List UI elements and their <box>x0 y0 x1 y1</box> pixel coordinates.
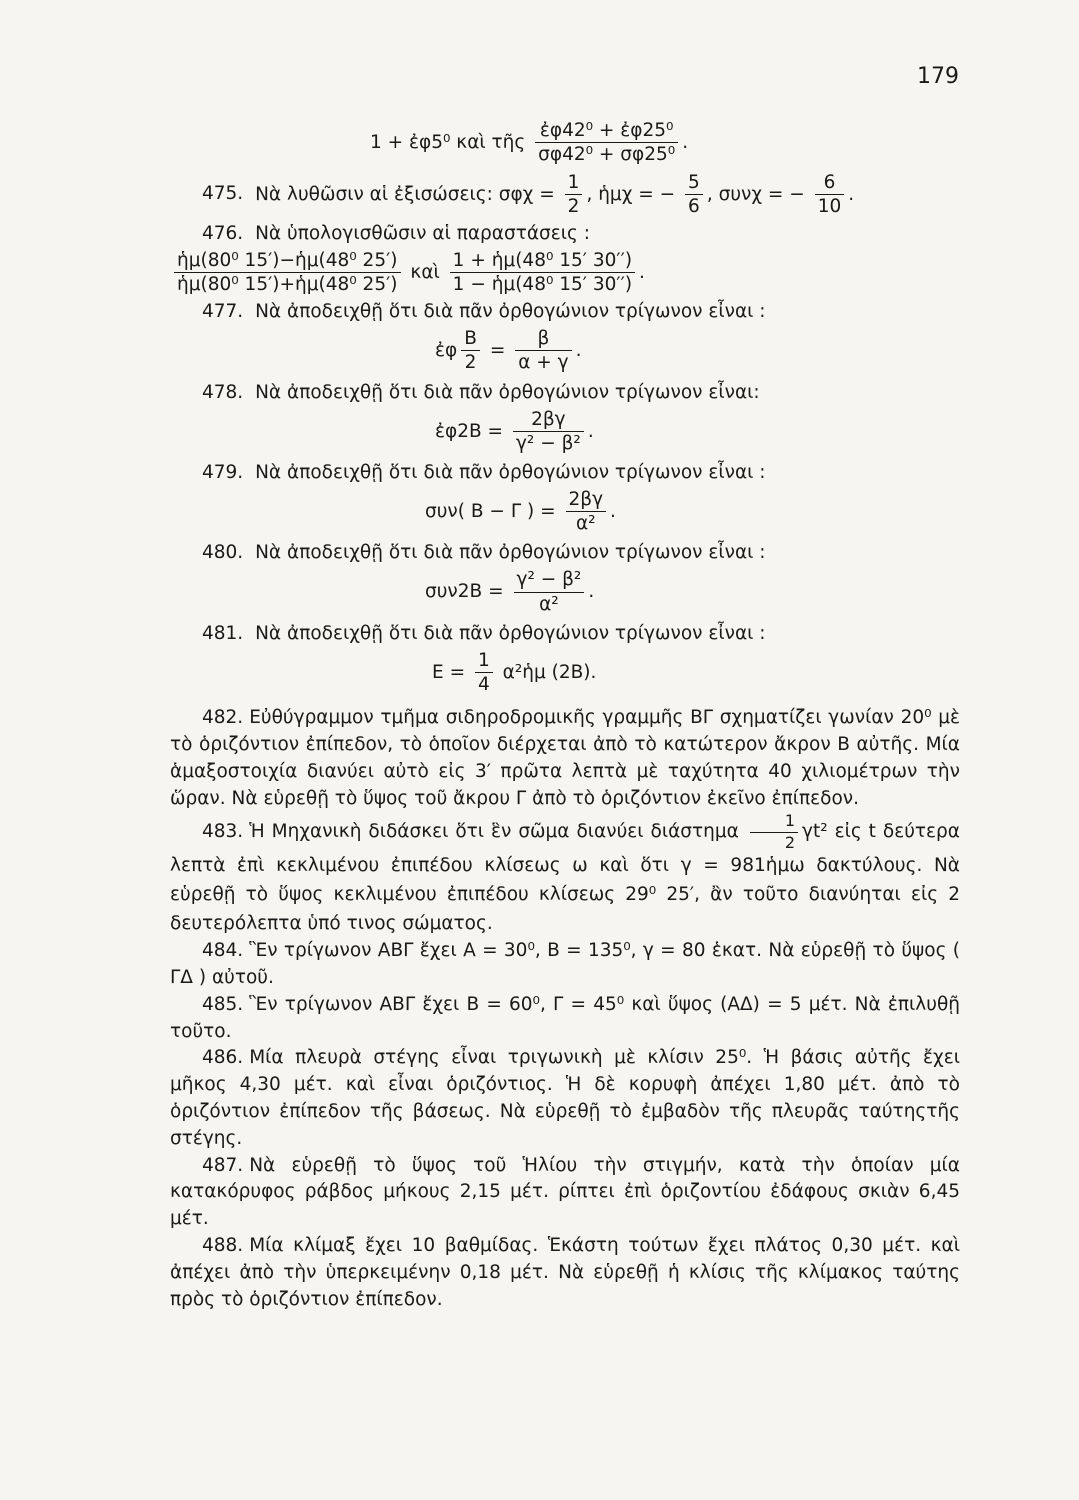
problem-text: Εὐθύγραμμον τμῆμα σιδηροδρομικῆς γραμμῆς ΒΓ σχηματίζει γωνίαν 20⁰ μὲ τὸ ὁριζόντιον ἐπίπεδον, τὸ ὁποῖον διέρχεται ἀπὸ τὸ κατώτερον ἄκρον Β αὐτῆς. Μία ἁμαξοστοιχία διανύει αὐτὸ εἰς 3′ πρῶτα λεπτὰ μὲ ταχύτητα 40 χιλιομέτρων τὴν ὥραν. Νὰ εὑρεθῇ τὸ ὕψος τοῦ ἄκρου Γ ἀπὸ τὸ ὁριζόντιον ἐκεῖνο ἐπίπεδον. <box>170 707 960 809</box>
problem-478 <box>170 380 960 407</box>
fraction <box>565 172 583 218</box>
top-formula <box>170 120 960 166</box>
problem-number: 477. <box>202 301 244 323</box>
problem-text: γt² εἰς t δεύτερα λεπτὰ ἐπὶ κεκλιμένου ἐπιπέδου κλίσεως ω καὶ ὅτι γ = 981ἡμω δακτύλους. Νὰ εὑρεθῇ τὸ ὕψος κεκλιμένου ἐπιπέδου κλίσεως 29⁰ 25′, ἂν τοῦτο διανύηται εἰς 2 δευτερόλεπτα ὑπό τινος σώματος. <box>170 821 960 934</box>
problem-text: Νὰ ὑπολογισθῶσιν αἱ παραστάσεις : <box>255 223 590 245</box>
fraction-numerator: β <box>515 328 571 351</box>
fraction-numerator: 2βγ <box>566 489 607 512</box>
punctuation: . <box>848 183 855 205</box>
fraction-denominator: 4 <box>477 673 490 695</box>
fraction-numerator: 6 <box>815 172 845 195</box>
fraction-denominator: γ² − β² <box>515 432 581 454</box>
formula-text: συν( Β − Γ ) = <box>425 500 556 522</box>
problem-488 <box>170 1233 960 1313</box>
problem-475 <box>170 172 960 218</box>
problem-number: 488. <box>202 1235 244 1257</box>
fraction-numerator: 2βγ <box>513 409 584 432</box>
formula-text: ἐφ2Β = <box>435 420 504 442</box>
problem-487 <box>170 1153 960 1233</box>
problem-number: 482. <box>202 707 244 729</box>
problem-481-formula <box>170 650 960 696</box>
page-number: 179 <box>917 64 959 89</box>
problem-text: Ἡ Μηχανικὴ διδάσκει ὅτι ἓν σῶμα διανύει διάστημα <box>249 821 739 843</box>
fraction-denominator: α + γ <box>518 352 569 374</box>
problem-number: 478. <box>202 381 244 403</box>
problem-477-formula <box>170 328 960 374</box>
punctuation: . <box>588 581 595 603</box>
fraction <box>815 172 845 218</box>
fraction-denominator: 2 <box>784 832 795 852</box>
fraction-denominator: ἡμ(80⁰ 15′)+ἡμ(48⁰ 25′) <box>177 274 398 296</box>
formula-text: ἐφ <box>435 339 458 361</box>
problem-text: Νὰ ἀποδειχθῇ ὅτι διὰ πᾶν ὀρθογώνιον τρίγωνον εἶναι: <box>255 381 760 403</box>
formula-text: α²ἡμ (2Β). <box>502 661 597 683</box>
problem-number: 483. <box>202 821 244 843</box>
fraction-denominator: 2 <box>567 195 580 217</box>
problem-text: Νὰ ἀποδειχθῇ ὅτι διὰ πᾶν ὀρθογώνιον τρίγωνον εἶναι : <box>255 462 766 484</box>
fraction <box>515 328 571 374</box>
problem-number: 479. <box>202 462 244 484</box>
problem-479 <box>170 460 960 487</box>
punctuation: . <box>610 500 616 522</box>
fraction-numerator: Β <box>461 328 480 351</box>
fraction-numerator: 1 <box>475 650 493 673</box>
formula-text: καὶ <box>410 261 440 283</box>
fraction <box>475 650 493 696</box>
fraction <box>685 172 703 218</box>
problem-number: 485. <box>202 993 244 1015</box>
problem-text: Νὰ εὑρεθῇ τὸ ὕψος τοῦ Ἡλίου τὴν στιγμήν, κατὰ τὴν ὁποίαν μία κατακόρυφος ράβδος μήκους 2,15 μέτ. ρίπτει ἐπὶ ὁριζοντίου ἐδάφους σκιὰν 6,45 μέτ. <box>170 1154 960 1230</box>
fraction-denominator: α² <box>539 593 559 615</box>
punctuation: . <box>639 261 645 283</box>
fraction-denominator: σφ42⁰ + σφ25⁰ <box>538 144 676 166</box>
formula-text: Ε = <box>432 661 466 683</box>
formula-text: , ἡμχ = − <box>586 183 676 205</box>
problem-484 <box>170 938 960 992</box>
fraction-denominator: 1 − ἡμ(48⁰ 15′ 30′′) <box>452 274 633 296</box>
problem-482 <box>170 705 960 812</box>
punctuation: . <box>587 420 594 442</box>
fraction <box>174 250 401 296</box>
fraction-numerator: 5 <box>685 172 703 195</box>
fraction-denominator: α² <box>575 513 596 535</box>
punctuation: . <box>682 131 689 153</box>
problem-number: 487. <box>202 1154 244 1176</box>
page-content <box>170 120 960 1314</box>
fraction <box>450 250 635 296</box>
problem-480-formula <box>170 569 960 615</box>
fraction <box>461 328 480 374</box>
problem-number: 476. <box>202 223 244 245</box>
problem-number: 475. <box>202 183 244 205</box>
problem-text: Ἓν τρίγωνον ΑΒΓ ἔχει Α = 30⁰, Β = 135⁰, γ = 80 ἑκατ. Νὰ εὑρεθῇ τὸ ὕψος ( ΓΔ ) αὐτοῦ. <box>170 940 960 988</box>
problem-476 <box>170 221 960 248</box>
problem-number: 486. <box>202 1047 244 1069</box>
problem-text: Νὰ ἀποδειχθῇ ὅτι διὰ πᾶν ὀρθογώνιον τρίγωνον εἶναι : <box>255 301 766 323</box>
fraction-numerator: ἡμ(80⁰ 15′)−ἡμ(48⁰ 25′) <box>174 250 401 273</box>
formula-text: = <box>489 339 506 361</box>
problem-480 <box>170 540 960 567</box>
fraction-numerator: 1 + ἡμ(48⁰ 15′ 30′′) <box>450 250 635 273</box>
problem-number: 481. <box>202 622 244 644</box>
problem-text: Μία κλίμαξ ἔχει 10 βαθμίδας. Ἑκάστη τούτων ἔχει πλάτος 0,30 μέτ. καὶ ἀπέχει ἀπὸ τὴν ὑπερκειμένην 0,18 μέτ. Νὰ εὑρεθῇ ἡ κλίσις τῆς κλίμακος ταύτης πρὸς τὸ ὁριζόντιον ἐπίπεδον. <box>170 1235 960 1310</box>
problem-483 <box>170 812 960 938</box>
problem-text: Νὰ ἀποδειχθῇ ὅτι διὰ πᾶν ὀρθογώνιον τρίγωνον εἶναι : <box>255 542 766 564</box>
fraction-numerator: γ² − β² <box>514 569 585 592</box>
problem-text: Νὰ ἀποδειχθῇ ὅτι διὰ πᾶν ὀρθογώνιον τρίγωνον εἶναι : <box>255 622 766 644</box>
fraction-denominator: 2 <box>464 352 477 374</box>
fraction-numerator: 1 <box>750 812 798 832</box>
problem-481 <box>170 621 960 648</box>
problem-text: Μία πλευρὰ στέγης εἶναι τριγωνικὴ μὲ κλίσιν 25⁰. Ἡ βάσις αὐτῆς ἔχει μῆκος 4,30 μέτ. καὶ εἶναι ὁριζόντιος. Ἡ δὲ κορυφὴ ἀπέχει 1,80 μέτ. ἀπὸ τὸ ὁριζόντιον ἐπίπεδον τῆς βάσεως. Νὰ εὑρεθῇ τὸ ἐμβαδὸν τῆς πλευρᾶς ταύτηςτῆς στέγης. <box>170 1047 960 1149</box>
problem-485 <box>170 992 960 1046</box>
formula-text: , συνχ = − <box>706 183 805 205</box>
fraction-denominator: 6 <box>688 195 700 217</box>
formula-text: συν2Β = <box>425 581 504 603</box>
problem-478-formula <box>170 409 960 455</box>
problem-479-formula <box>170 489 960 535</box>
fraction-numerator: 1 <box>565 172 583 195</box>
fraction-denominator: 10 <box>817 195 842 217</box>
problem-486 <box>170 1045 960 1152</box>
fraction-numerator: ἐφ42⁰ + ἐφ25⁰ <box>535 120 678 143</box>
fraction <box>514 569 585 615</box>
top-formula-fraction <box>535 120 678 166</box>
punctuation: . <box>575 339 582 361</box>
fraction <box>750 812 798 852</box>
problem-476-formula <box>170 250 960 296</box>
fraction <box>566 489 607 535</box>
problem-text: Νὰ λυθῶσιν αἱ ἐξισώσεις: σφχ = <box>255 183 555 205</box>
fraction <box>513 409 584 455</box>
problem-number: 484. <box>202 940 244 962</box>
top-formula-left: 1 + ἐφ5⁰ καὶ τῆς <box>370 131 526 153</box>
problem-text: Ἓν τρίγωνον ΑΒΓ ἔχει Β = 60⁰, Γ = 45⁰ καὶ ὕψος (ΑΔ) = 5 μέτ. Νὰ ἐπιλυθῇ τοῦτο. <box>170 993 960 1042</box>
problem-477 <box>170 299 960 326</box>
problem-number: 480. <box>202 542 244 564</box>
